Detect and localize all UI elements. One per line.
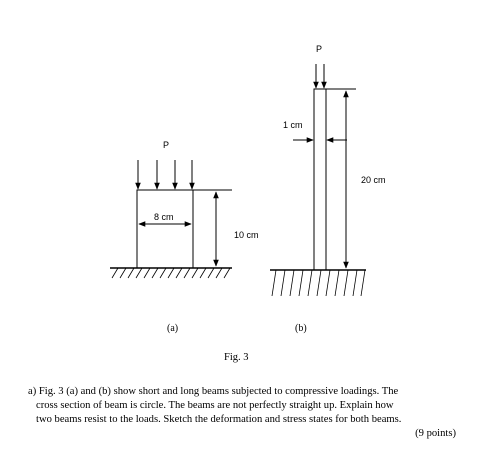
- load-arrows-a: [138, 160, 192, 189]
- height-label-b: 20 cm: [361, 175, 386, 185]
- beam-a-body: [137, 190, 193, 268]
- ground-b-hatch: [272, 270, 365, 296]
- figure-caption: Fig. 3: [224, 352, 249, 363]
- beam-b: [270, 44, 386, 334]
- height-label-a: 10 cm: [234, 230, 259, 240]
- load-label-a: P: [163, 140, 170, 150]
- ground-a-hatch: [112, 268, 230, 278]
- sublabel-b: (b): [295, 323, 307, 334]
- beam-a: [110, 140, 259, 334]
- question-line-1: a) Fig. 3 (a) and (b) show short and long beams subjected to compressive loadings. The: [28, 386, 399, 397]
- question-line-3: two beams resist to the loads. Sketch the deformation and stress states for both beams.: [36, 414, 402, 425]
- question-line-2: cross section of beam is circle. The beams are not perfectly straight up. Explain how: [36, 400, 394, 411]
- question-text: [28, 385, 458, 441]
- sublabel-a: (a): [167, 323, 179, 334]
- load-arrows-b: [316, 64, 324, 88]
- width-label-a: 8 cm: [154, 212, 174, 222]
- load-label-b: P: [316, 44, 323, 54]
- beam-b-body: [314, 89, 326, 270]
- width-label-b: 1 cm: [283, 120, 303, 130]
- question-points: (9 points): [415, 428, 456, 439]
